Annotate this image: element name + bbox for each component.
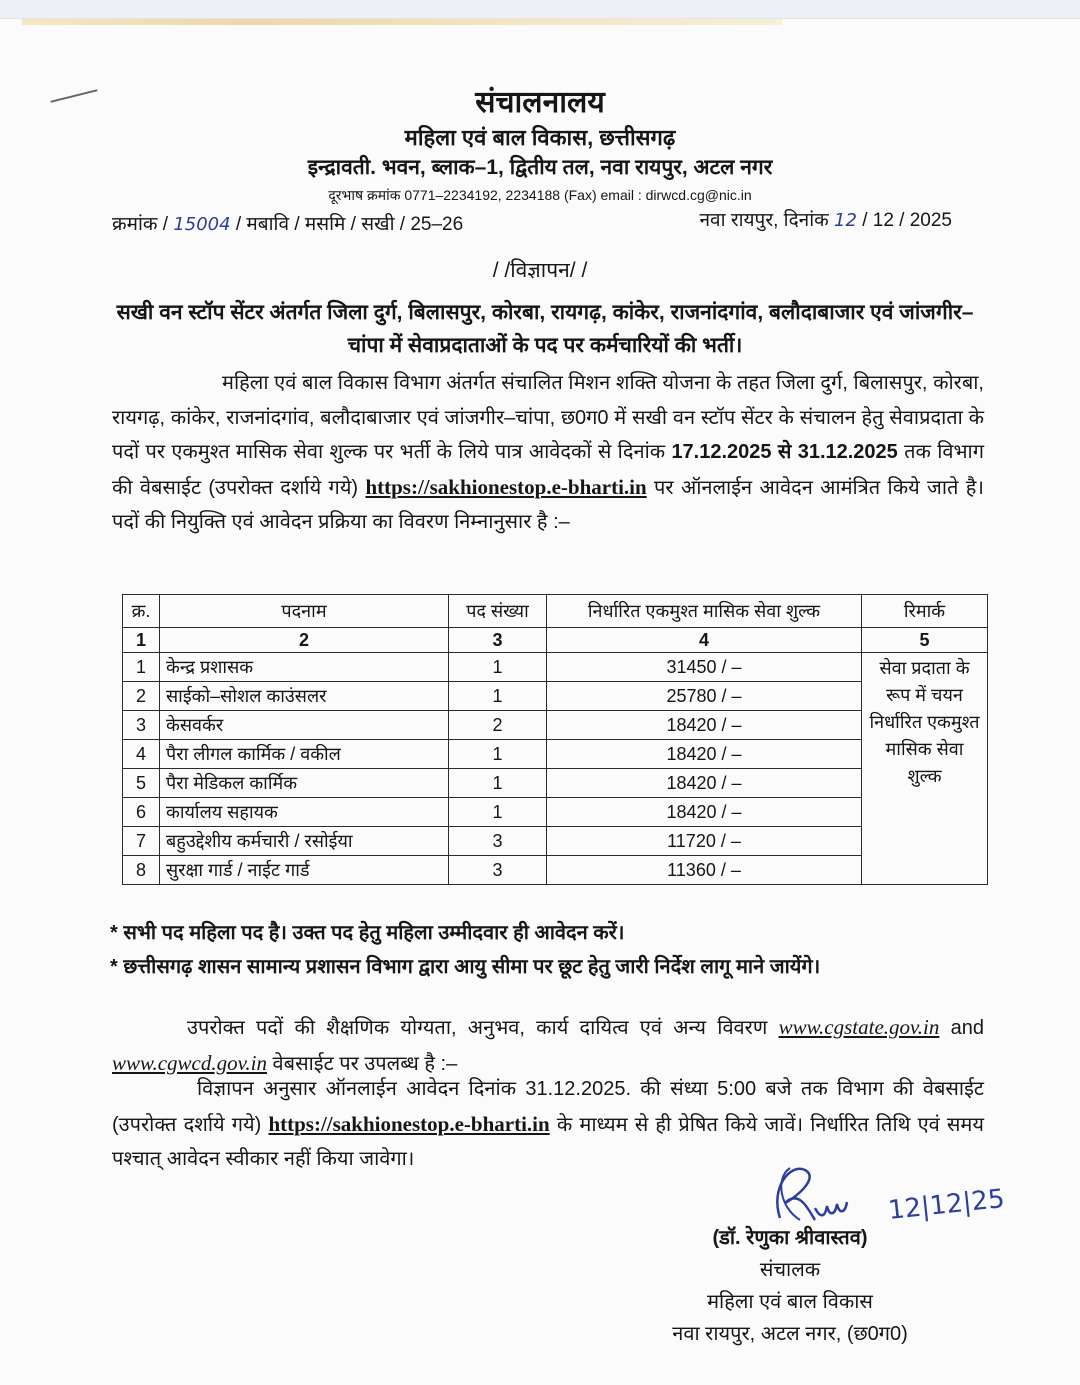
department-name: महिला एवं बाल विकास, छत्तीसगढ़ — [404, 125, 676, 150]
note-women-only: * सभी पद महिला पद है। उक्त पद हेतु महिला उम्मीदवार ही आवेदन करें। — [110, 922, 625, 944]
col-num: 2 — [160, 628, 449, 653]
row-post-name: केन्द्र प्रशासक — [160, 653, 449, 682]
row-post-count: 3 — [449, 856, 547, 885]
cgwcd-link[interactable]: www.cgwcd.gov.in — [112, 1050, 267, 1075]
row-post-count: 1 — [449, 740, 547, 769]
signatory-name: (डॉ. रेणुका श्रीवास्तव) — [712, 1227, 868, 1249]
signatory-designation: संचालक — [759, 1259, 821, 1281]
place-date-label: नवा रायपुर, दिनांक — [699, 210, 829, 231]
posts-table — [122, 594, 988, 885]
row-fee: 11360 / – — [547, 856, 862, 885]
signatory-department: महिला एवं बाल विकास — [707, 1291, 873, 1313]
sakhi-portal-link-2[interactable]: https://sakhionestop.e-bharti.in — [268, 1111, 550, 1136]
para1-text-c: पर ऑनलाईन आवेदन आमंत्रित किये जाते है। पदों की नियुक्ति एवं आवेदन प्रक्रिया का विवरण निम्नानुसार है :– — [112, 476, 984, 533]
intro-paragraph — [112, 366, 984, 540]
para3-text-b: के माध्यम से ही प्रेषित किये जावें। निर्धारित तिथि एवं समय पश्चात् आवेदन स्वीकार नहीं किया जावेगा। — [112, 1113, 984, 1170]
header-fee: निर्धारित एकमुश्त मासिक सेवा शुल्क — [547, 595, 862, 628]
col-num: 4 — [547, 628, 862, 653]
row-fee: 11720 / – — [547, 827, 862, 856]
row-serial: 5 — [123, 769, 160, 798]
date-from: 17.12.2025 — [671, 441, 772, 463]
row-post-count: 2 — [449, 711, 547, 740]
row-post-name: पैरा मेडिकल कार्मिक — [160, 769, 449, 798]
row-post-count: 1 — [449, 653, 547, 682]
table-row — [123, 653, 988, 682]
row-fee: 18420 / – — [547, 769, 862, 798]
cgstate-link[interactable]: www.cgstate.gov.in — [778, 1015, 940, 1039]
header-remark: रिमार्क — [862, 595, 988, 628]
table-row — [123, 682, 988, 711]
header-post-name: पदनाम — [160, 595, 449, 628]
row-fee: 25780 / – — [547, 682, 862, 711]
row-post-name: बहुउद्देशीय कर्मचारी / रसोईया — [160, 827, 449, 856]
date-rest: / 12 / 2025 — [862, 210, 952, 231]
table-row — [123, 740, 988, 769]
col-num: 3 — [449, 628, 547, 653]
remark-cell: सेवा प्रदाता के रूप में चयन निर्धारित एकमुश्त मासिक सेवा शुल्क — [862, 653, 988, 885]
col-num: 5 — [862, 628, 988, 653]
ref-suffix: / मबावि / मसमि / सखी / 25–26 — [235, 214, 464, 235]
row-serial: 3 — [123, 711, 160, 740]
day-handwritten: 12 — [834, 210, 857, 231]
note-age-relaxation: * छत्तीसगढ़ शासन सामान्य प्रशासन विभाग द्वारा आयु सीमा पर छूट हेतु जारी निर्देश लागू माने जायेंगे। — [110, 956, 821, 978]
row-post-name: केसवर्कर — [160, 711, 449, 740]
row-post-count: 1 — [449, 769, 547, 798]
row-post-name: पैरा लीगल कार्मिक / वकील — [160, 740, 449, 769]
reference-number — [112, 210, 463, 236]
row-fee: 18420 / – — [547, 711, 862, 740]
col-num: 1 — [123, 628, 160, 653]
advertisement-label: / /विज्ञापन/ / — [492, 259, 588, 282]
row-serial: 6 — [123, 798, 160, 827]
para1-text-b: तक विभाग की वेबसाईट (उपरोक्त दर्शाये गये) — [112, 441, 984, 499]
header-post-count: पद संख्या — [449, 595, 547, 628]
row-serial: 2 — [123, 682, 160, 711]
row-serial: 4 — [123, 740, 160, 769]
office-title: संचालनालय — [475, 86, 605, 119]
ref-number-handwritten: 15004 — [173, 214, 231, 235]
row-fee: 18420 / – — [547, 798, 862, 827]
contact-line: दूरभाष क्रमांक 0771–2234192, 2234188 (Fax) email : dirwcd.cg@nic.in — [328, 187, 752, 203]
row-post-name: साईको–सोशल काउंसलर — [160, 682, 449, 711]
column-number-row — [123, 628, 988, 653]
row-serial: 7 — [123, 827, 160, 856]
ref-prefix: क्रमांक / — [112, 214, 169, 235]
row-post-count: 1 — [449, 682, 547, 711]
sakhi-portal-link[interactable]: https://sakhionestop.e-bharti.in — [365, 474, 647, 499]
table-row — [123, 711, 988, 740]
and-word: and — [950, 1017, 984, 1039]
para3-text-a: विज्ञापन अनुसार ऑनलाईन आवेदन दिनांक 31.12.2025. की संध्या 5:00 बजे तक विभाग की वेबसाईट (उपरोक्त दर्शाये गये) — [112, 1078, 984, 1136]
se-word: से — [777, 441, 792, 463]
office-address: इन्द्रावती. भवन, ब्लाक–1, द्वितीय तल, नवा रायपुर, अटल नगर — [307, 156, 773, 179]
row-fee: 31450 / – — [547, 653, 862, 682]
header-serial: क्र. — [123, 595, 160, 628]
date-to: 31.12.2025 — [797, 441, 898, 463]
notes — [110, 916, 980, 984]
para2-text: उपरोक्त पदों की शैक्षणिक योग्यता, अनुभव, कार्य दायित्व एवं अन्य विवरण — [187, 1017, 768, 1039]
row-post-count: 1 — [449, 798, 547, 827]
para2-tail: वेबसाईट पर उपलब्ध है :– — [272, 1052, 458, 1075]
table-row — [123, 769, 988, 798]
row-serial: 8 — [123, 856, 160, 885]
place-date — [700, 206, 952, 232]
subject: सखी वन स्टॉप सेंटर अंतर्गत जिला दुर्ग, बिलासपुर, कोरबा, रायगढ़, कांकेर, राजनांदगांव, बलौदाबाजार एवं जांजगीर–चांपा में सेवाप्रदाताओं के पद पर कर्मचारियों की भर्ती। — [116, 301, 974, 357]
row-post-name: कार्यालय सहायक — [160, 798, 449, 827]
para1-text-a: महिला एवं बाल विकास विभाग अंतर्गत संचालित मिशन शक्ति योजना के तहत जिला दुर्ग, बिलासपुर, कोरबा, रायगढ़, कांकेर, राजनांदगांव, बलौदाबाजार एवं जांजगीर–चांपा, छ0ग0 में सखी वन स्टॉप सेंटर के संचालन हेतु सेवाप्रदाता के पदों पर एकमुश्त मासिक सेवा शुल्क पर भर्ती के लिये पात्र आवेदकों से दिनांक — [112, 372, 984, 463]
row-serial: 1 — [123, 653, 160, 682]
table-row — [123, 856, 988, 885]
row-post-name: सुरक्षा गार्ड / नाईट गार्ड — [160, 856, 449, 885]
table-row — [123, 827, 988, 856]
details-paragraph — [112, 1010, 984, 1081]
row-fee: 18420 / – — [547, 740, 862, 769]
row-post-count: 3 — [449, 827, 547, 856]
table-row — [123, 798, 988, 827]
signatory-location: नवा रायपुर, अटल नगर, (छ0ग0) — [672, 1323, 908, 1345]
signature-date-handwritten: 12|12|25 — [886, 1183, 1007, 1227]
table-header-row — [123, 595, 988, 628]
signatory-block — [640, 1222, 940, 1350]
